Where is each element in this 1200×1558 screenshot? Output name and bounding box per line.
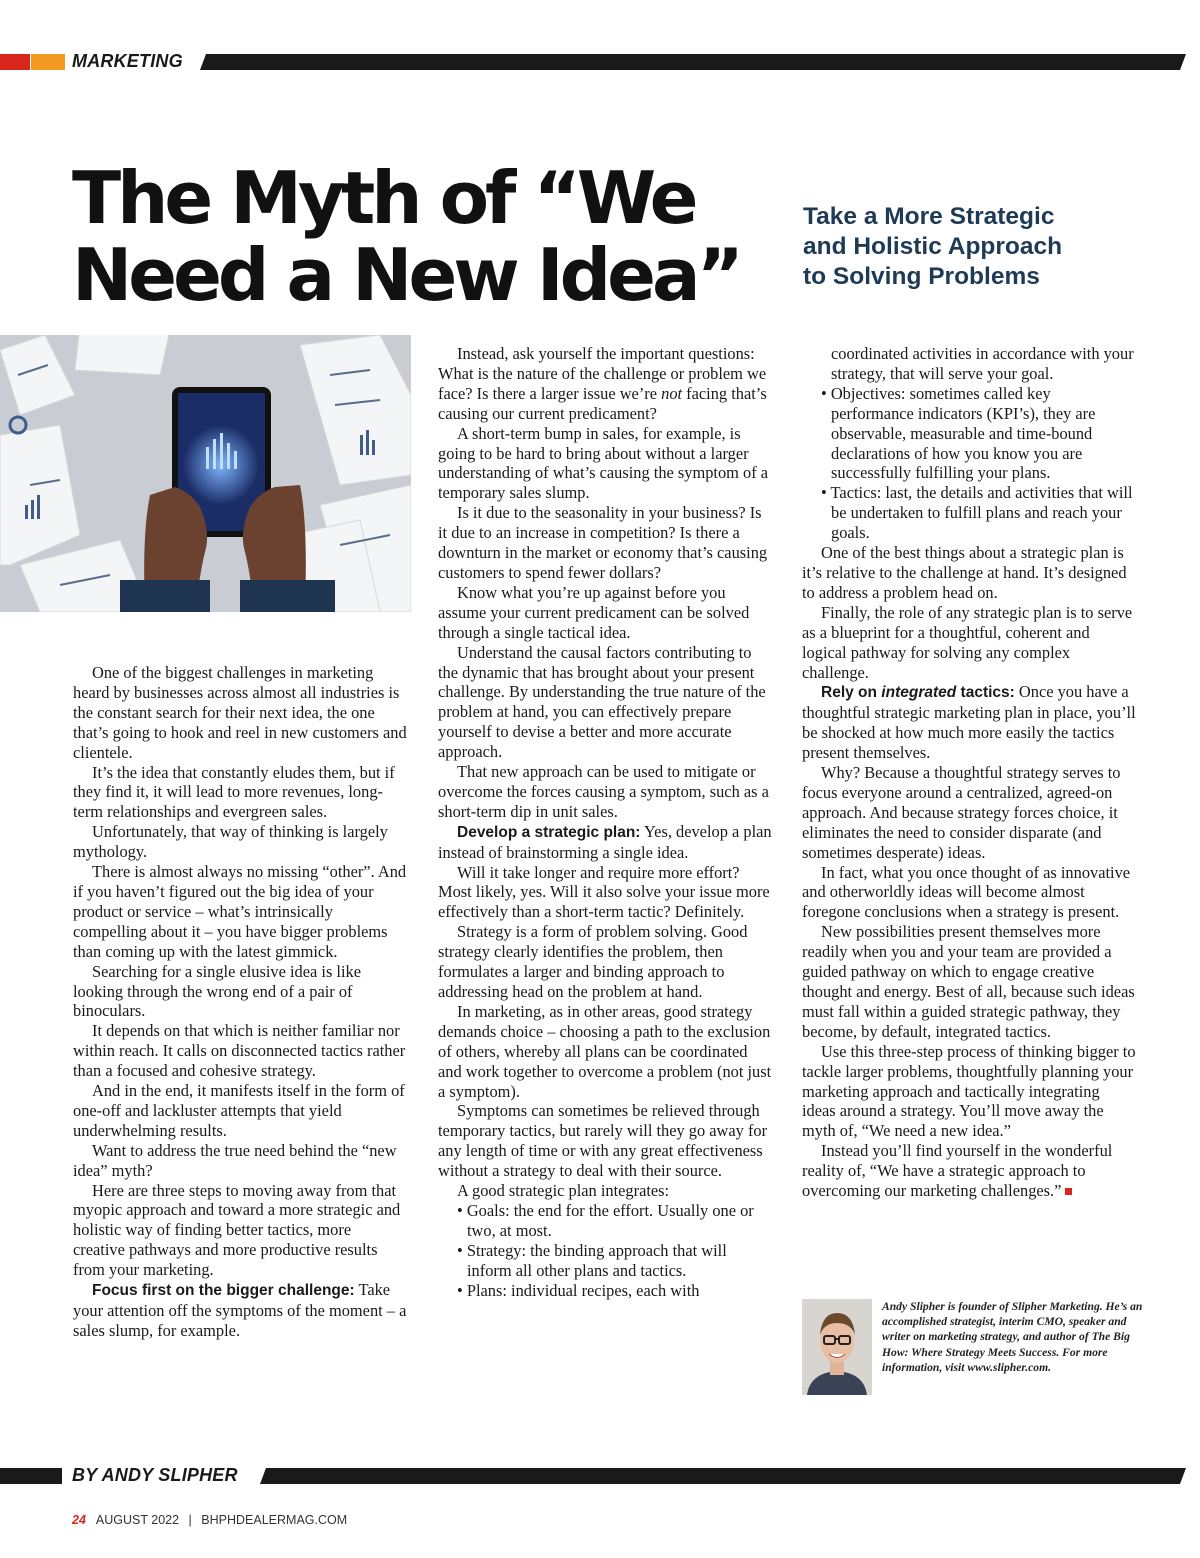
- headline: [72, 156, 792, 317]
- deck-line-1: Take a More Strategic: [803, 203, 1055, 230]
- paragraph: A short-term bump in sales, for example, is going to be hard to bring about without a larger understanding of what’s causing the symptom of a temporary sales slump.: [438, 423, 769, 503]
- paragraph: [802, 682, 1136, 763]
- page-footer: [72, 1513, 347, 1527]
- paragraph: Want to address the true need behind the “new idea” myth?: [73, 1140, 397, 1180]
- paragraph: [438, 344, 772, 424]
- paragraph: In marketing, as in other areas, good strategy demands choice – choosing a path to the exclusion of others, whereby all plans can be coordinated and work together to overcome a problem (not just a symptom).: [438, 1001, 772, 1101]
- list-item-continued: coordinated activities in accordance with your strategy, that will serve your goal.: [831, 344, 1134, 383]
- kicker-text: Rely on: [821, 684, 882, 702]
- column-2: [438, 344, 772, 1301]
- bullet-list: [438, 1201, 772, 1301]
- paragraph: Is it due to the seasonality in your business? Is it due to an increase in competition? Is there a downturn in the market or economy that’s causing customers to spend fewer dollars?: [438, 503, 768, 582]
- page-number: 24: [72, 1513, 86, 1527]
- byline-rule: [260, 1468, 1186, 1484]
- kicker-text: tactics:: [956, 684, 1015, 702]
- emphasis: not: [661, 383, 683, 403]
- section-rule: [200, 54, 1186, 70]
- website: BHPHDEALERMAG.COM: [201, 1513, 348, 1527]
- deck-line-3: to Solving Problems: [803, 263, 1040, 290]
- paragraph: New possibilities present themselves more readily when you and your team are provided a guided pathway on which to engage creative thought and energy. Best of all, because such ideas must fall within a guided strategic pathway, they become, by default, integrated tactics.: [802, 922, 1135, 1041]
- paragraph: And in the end, it manifests itself in the form of one-off and lackluster attempts that yield underwhelming results.: [73, 1081, 405, 1140]
- byline-block: [0, 1468, 62, 1484]
- section-label: MARKETING: [72, 51, 183, 71]
- paragraph: Understand the causal factors contributing to the dynamic that has brought about your present challenge. By understanding the true nature of the problem at hand, you can effectively prepare yourself to devise a better and more accurate approach.: [438, 642, 766, 762]
- accent-orange-block: [31, 54, 65, 70]
- author-headshot: [802, 1299, 872, 1395]
- column-1: [73, 663, 407, 1341]
- accent-red-block: [0, 54, 30, 70]
- paragraph-text: Take your attention off the symptoms of the moment – a sales slump, for example.: [73, 1280, 407, 1340]
- deck-line-2: and Holistic Approach: [803, 233, 1063, 260]
- paragraph: One of the biggest challenges in marketing heard by businesses across almost all industries is the constant search for their next idea, the one that’s going to hook and reel in new customers and clientele.: [73, 663, 407, 762]
- paragraph: Unfortunately, that way of thinking is largely mythology.: [73, 822, 388, 862]
- paragraph-text: Once you have a thoughtful strategic marketing plan in place, you’ll be shocked at how much more easily the tactics present themselves.: [802, 682, 1136, 763]
- paragraph: Strategy is a form of problem solving. Good strategy clearly identifies the problem, then formulates a larger and binding approach to addressing head on the problem at hand.: [438, 922, 748, 1001]
- end-mark-icon: [1065, 1188, 1072, 1195]
- paragraph: Here are three steps to moving away from that myopic approach and toward a more strategic and holistic way of finding better tactics, more creative pathways and more productive results from your marketing.: [73, 1180, 401, 1280]
- paragraph: There is almost always no missing “other”. And if you haven’t figured out the big idea of your product or service – what’s intrinsically compelling about it – you have bigger problems than coming up with the latest gimmick.: [73, 862, 407, 961]
- paragraph: [438, 822, 772, 863]
- tablet-illustration: [0, 335, 411, 612]
- footer-separator: |: [188, 1513, 192, 1527]
- paragraph: Why? Because a thoughtful strategy serves to focus everyone around a centralized, agreed-on approach. And because strategy forces choice, it eliminates the need to consider disparate (and sometimes desperate) ideas.: [802, 763, 1121, 862]
- byline: BY ANDY SLIPHER: [72, 1465, 238, 1485]
- paragraph: [802, 1141, 1136, 1201]
- list-item: • Strategy: the binding approach that will inform all other plans and tactics.: [438, 1241, 772, 1281]
- column-3: [802, 344, 1136, 1201]
- issue-date: AUGUST 2022: [95, 1513, 180, 1527]
- bullet-list: [802, 384, 1136, 543]
- kicker-emphasis: integrated: [881, 684, 957, 702]
- paragraph: Use this three-step process of thinking bigger to tackle larger problems, thoughtfully planning your marketing approach and tactically integrating ideas around a strategy. You’ll move away the myth of, “We need a new idea.”: [802, 1041, 1136, 1141]
- paragraph: One of the best things about a strategic plan is it’s relative to the challenge at hand. It’s designed to address a problem head on.: [802, 543, 1127, 602]
- list-item: • Tactics: last, the details and activities that will be undertaken to fulfill plans and reach your goals.: [802, 483, 1136, 543]
- paragraph-text: Instead you’ll find yourself in the wonderful reality of, “We have a strategic approach to overcoming our marketing challenges.”: [802, 1141, 1113, 1201]
- author-bio: Andy Slipher is founder of Slipher Marketing. He’s an accomplished strategist, interim CMO, speaker and writer on marketing strategy, and author of The Big How: Where Strategy Meets Success. For more information, visit www.slipher.com.: [882, 1300, 1143, 1374]
- paragraph: A good strategic plan integrates:: [457, 1181, 670, 1201]
- paragraph: It depends on that which is neither familiar nor within reach. It calls on disconnected tactics rather than a focused and cohesive strategy.: [73, 1021, 406, 1081]
- list-item: • Goals: the end for the effort. Usually one or two, at most.: [438, 1201, 772, 1241]
- paragraph: It’s the idea that constantly eludes them, but if they find it, it will lead to more revenues, long-term relationships and evergreen sales.: [73, 762, 395, 822]
- list-item: • Plans: individual recipes, each with: [438, 1281, 772, 1301]
- paragraph-text: Yes, develop a plan instead of brainstorming a single idea.: [438, 821, 772, 862]
- paragraph: [73, 1280, 407, 1341]
- deck: [803, 202, 1143, 292]
- paragraph: Finally, the role of any strategic plan is to serve as a blueprint for a thoughtful, coherent and logical pathway for solving any complex challenge.: [802, 602, 1133, 682]
- paragraph: In fact, what you once thought of as innovative and otherworldly ideas will become almost foregone conclusions when a strategy is present.: [802, 862, 1131, 922]
- paragraph: Searching for a single elusive idea is like looking through the wrong end of a pair of binoculars.: [73, 961, 361, 1021]
- subhead-kicker: Focus first on the bigger challenge:: [92, 1282, 355, 1300]
- headshot-photo: [802, 1299, 872, 1395]
- paragraph: Know what you’re up against before you assume your current predicament can be solved through a single tactical idea.: [438, 582, 750, 642]
- paragraph: Symptoms can sometimes be relieved through temporary tactics, but rarely will they go away for any length of time or with any great effectiveness without a strategy to deal with their source.: [438, 1101, 768, 1181]
- paragraph: That new approach can be used to mitigate or overcome the forces causing a symptom, such as a short-term dip in unit sales.: [438, 762, 769, 821]
- subhead-kicker: [821, 684, 1015, 701]
- paragraph-text: facing that’s causing our current predicament?: [438, 383, 767, 423]
- paragraph: Will it take longer and require more effort? Most likely, yes. Will it also solve your issue more effectively than a short-term tactic? Definitely.: [438, 862, 770, 922]
- headline-line-1: The Myth of “We: [72, 156, 695, 240]
- list-item: • Objectives: sometimes called key performance indicators (KPI’s), they are observable, measurable and time-bound declarations of how you know you are successfully fulfilling your plans.: [802, 384, 1136, 484]
- subhead-kicker: Develop a strategic plan:: [457, 823, 641, 841]
- headline-line-2: Need a New Idea”: [72, 233, 740, 317]
- hands-holding-tablet-photo: [0, 335, 411, 612]
- paragraph-text: Instead, ask yourself the important questions: What is the nature of the challenge or problem we face? Is there a larger issue we’re: [438, 344, 767, 403]
